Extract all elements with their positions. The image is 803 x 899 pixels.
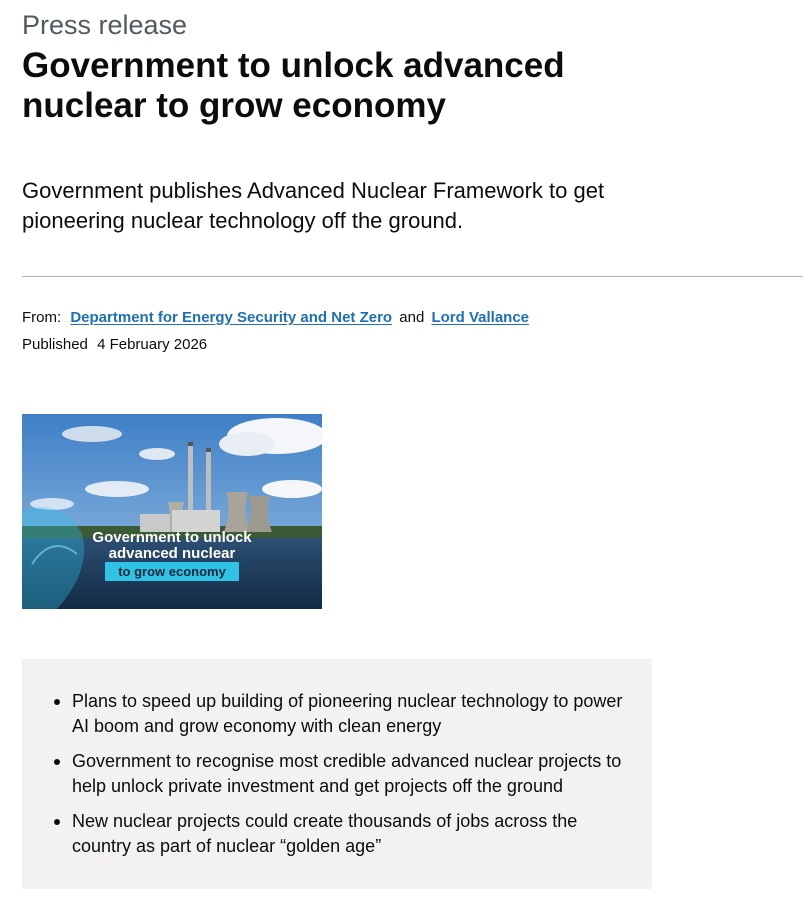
section-divider xyxy=(22,276,803,277)
from-label: From: xyxy=(22,309,62,326)
summary-box xyxy=(22,659,652,889)
hero-headline-line-1: Government to unlock xyxy=(92,529,252,546)
summary-item xyxy=(72,749,632,799)
page-lede: Government publishes Advanced Nuclear Framework to get pioneering nuclear technology off the ground. xyxy=(22,178,605,233)
metadata-published xyxy=(22,335,207,355)
hero-headline-line-2: advanced nuclear xyxy=(108,545,236,562)
conjunction-text: and xyxy=(399,309,425,326)
org-link-lord-vallance[interactable]: Lord Vallance xyxy=(431,309,530,326)
page-title: Government to unlock advanced nuclear to grow economy xyxy=(22,46,565,125)
hero-highlight-label: to grow economy xyxy=(105,562,239,581)
summary-item-text: Plans to speed up building of pioneering nuclear technology to power AI boom and grow economy with clean energy xyxy=(72,691,623,736)
org-link-desnz[interactable]: Department for Energy Security and Net Zero xyxy=(70,309,393,326)
bullet-icon xyxy=(54,759,60,765)
bullet-icon xyxy=(54,699,60,705)
bullet-icon xyxy=(54,819,60,825)
metadata-from xyxy=(22,308,529,328)
summary-item-text: Government to recognise most credible advanced nuclear projects to help unlock private investment and get projects off the ground xyxy=(72,751,622,796)
summary-list xyxy=(72,689,632,869)
summary-item xyxy=(72,809,632,859)
summary-item-text: New nuclear projects could create thousands of jobs across the country as part of nuclear “golden age” xyxy=(72,811,578,856)
summary-item xyxy=(72,689,632,739)
page-caption: Press release xyxy=(22,10,188,40)
published-date: 4 February 2026 xyxy=(97,336,208,353)
hero-image xyxy=(22,414,322,609)
published-label: Published xyxy=(22,336,88,353)
